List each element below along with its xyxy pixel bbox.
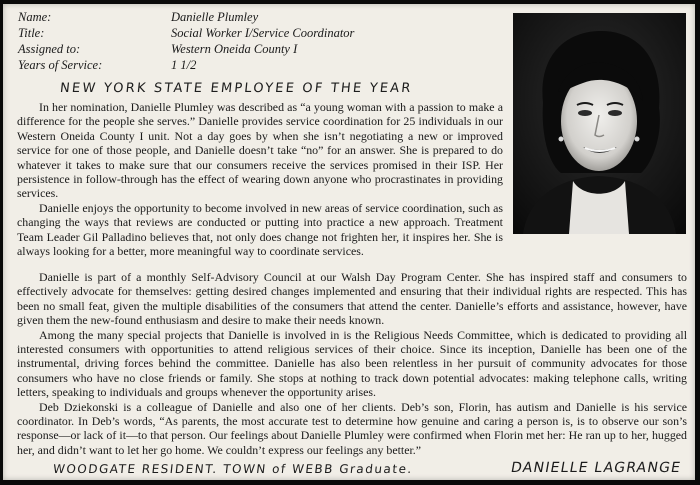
headline-handwritten: NEW YORK STATE EMPLOYEE OF THE YEAR xyxy=(59,81,414,96)
portrait-illustration xyxy=(513,13,686,234)
title-value: Social Worker I/Service Coordinator xyxy=(171,26,355,40)
years-value: 1 1/2 xyxy=(171,58,197,72)
portrait-photo xyxy=(513,13,686,234)
assigned-label: Assigned to: xyxy=(18,42,81,56)
title-label: Title: xyxy=(18,26,45,40)
years-label: Years of Service: xyxy=(18,58,103,72)
name-label: Name: xyxy=(18,10,52,24)
article-paragraph-1: In her nomination, Danielle Plumley was described as “a young woman with a passion to make a difference for the people she serves.” Danielle provides service coordination for 25 individuals in our Western Oneida County I unit. Not a day goes by when she isn’t negotiating a new or improved service for one of those people, and Danielle doesn’t take “no” for an answer. She is prepared to do whatever it takes to make sure that our consumers receive the services promised in their ISP. Her persistence in follow-through has the effect of wearing down anyone who procrastinates in providing services. xyxy=(17,100,503,201)
article-paragraph-5: Deb Dziekonski is a colleague of Danielle and also one of her clients. Deb’s son, Florin, has autism and Danielle is his service coordinator. In Deb’s words, “As parents, the most accurate test to determine how genuine and caring a person is, is to observe our son’s response—or lack of it—to that person. Our feelings about Danielle Plumley were confirmed when Florin met her: He ran up to her, hugged her, and didn’t want to let her go home. We couldn’t express our feelings any better.” xyxy=(17,399,687,457)
article-paragraph-3: Danielle is part of a monthly Self-Advisory Council at our Walsh Day Program Center. She has inspired staff and consumers to effectively advocate for themselves: getting desired changes implemented and ensuring that their individual rights are respected. This has been no small feat, given the multiple disabilities of the consumers that attend the center. Danielle’s efforts and assistance, however, have given them the new-found enthusiasm and desire to make their needs known. xyxy=(17,270,687,328)
handwritten-signature: DANIELLE LAGRANGE xyxy=(509,460,683,476)
article-column-narrow xyxy=(17,100,503,258)
newspaper-clipping xyxy=(3,4,695,480)
article-column-wide xyxy=(17,270,687,457)
assigned-value: Western Oneida County I xyxy=(171,42,298,56)
name-value: Danielle Plumley xyxy=(171,10,259,24)
article-paragraph-4: Among the many special projects that Danielle is involved in is the Religious Needs Committee, which is dedicated to providing all interested consumers with opportunities to attend religious services of their choice. Since its inception, Danielle has been one of the instrumental, driving forces behind the committee. Danielle has also been relentless in her pursuit of community advocates for those consumers who have no close friends or family. She stops at nothing to track down potential advocates: making telephone calls, writing letters, speaking to individuals and groups whenever the opportunity arises. xyxy=(17,327,687,400)
article-paragraph-2: Danielle enjoys the opportunity to become involved in new areas of service coordination, such as changing the ways that reviews are conducted or putting into practice a new approach. Treatment Team Leader Gil Palladino believes that, not only does change not frighten her, it inspires her. She is always looking for a better, more meaningful way to coordinate services. xyxy=(17,200,503,259)
handwritten-note: WOODGATE RESIDENT. TOWN of WEBB Graduate. xyxy=(52,462,414,476)
